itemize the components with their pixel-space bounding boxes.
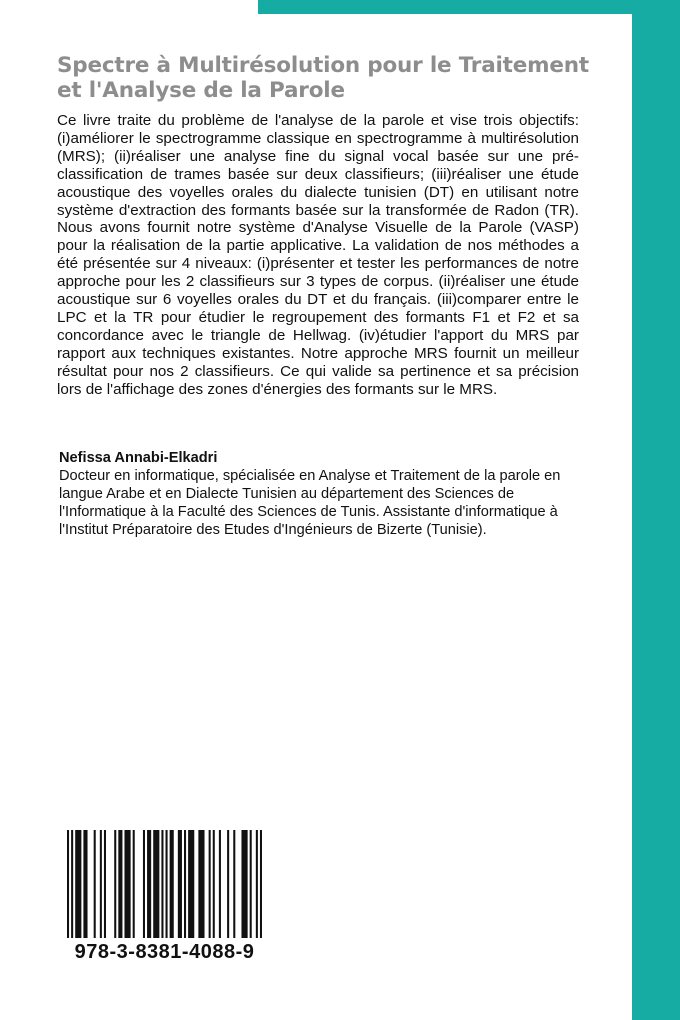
- barcode-bar: [143, 830, 145, 938]
- barcode-bar: [241, 830, 247, 938]
- barcode-bar: [227, 830, 229, 938]
- barcode-bar: [250, 830, 252, 938]
- barcode-bar: [118, 830, 122, 938]
- barcode-bar: [188, 830, 194, 938]
- spine-accent-band: [632, 0, 680, 1020]
- barcode-bar: [71, 830, 73, 938]
- barcode-bar: [133, 830, 135, 938]
- barcode: [57, 823, 272, 978]
- barcode-bar: [170, 830, 174, 938]
- barcode-bar: [260, 830, 262, 938]
- barcode-bar: [114, 830, 116, 938]
- author-bio: Docteur en informatique, spécialisée en Analyse et Traitement de la parole en langue Arabe et en Dialecte Tunisien au département des Sciences de l'Informatique à la Faculté des Sciences de Tunis. Assistante d'informatique à l'Institut Préparatoire des Etudes d'Ingénieurs de Bizerte (Tunisie).: [59, 468, 561, 538]
- barcode-bar: [147, 830, 151, 938]
- barcode-bar: [67, 830, 69, 938]
- barcode-bar: [75, 830, 81, 938]
- top-accent-band: [258, 0, 680, 14]
- barcode-bars: [67, 830, 262, 938]
- barcode-bar: [153, 830, 159, 938]
- barcode-bar: [219, 830, 221, 938]
- barcode-bar: [94, 830, 96, 938]
- barcode-bar: [184, 830, 186, 938]
- barcode-bar: [161, 830, 163, 938]
- barcode-bar: [209, 830, 211, 938]
- barcode-bar: [198, 830, 204, 938]
- isbn-number: 978-3-8381-4088-9: [74, 941, 255, 963]
- book-title: Spectre à Multirésolution pour le Traitement et l'Analyse de la Parole: [57, 53, 589, 103]
- barcode-bar: [83, 830, 87, 938]
- barcode-bar: [178, 830, 182, 938]
- barcode-bar: [124, 830, 130, 938]
- barcode-bar: [166, 830, 168, 938]
- barcode-bar: [233, 830, 235, 938]
- barcode-bar: [256, 830, 258, 938]
- author-name: Nefissa Annabi-Elkadri: [59, 450, 218, 466]
- barcode-bar: [100, 830, 102, 938]
- barcode-bar: [213, 830, 215, 938]
- book-summary: Ce livre traite du problème de l'analyse de la parole et vise trois objectifs: (i)améliorer le spectrogramme classique en spectrogramme à multirésolution (MRS); (ii)réaliser une analyse fine du signal vocal basée sur une pré-classification de trames basée sur deux classifieurs; (iii)réaliser une étude acoustique des voyelles orales du dialecte tunisien (DT) en utilisant notre système d'extraction des formants basée sur la transformée de Radon (TR). Nous avons fournit notre système d'Analyse Visuelle de la Parole (VASP) pour la réalisation de la partie applicative. La validation de nos méthodes a été présentée sur 4 niveaux: (i)présenter et tester les performances de notre approche pour les 2 classifieurs sur 3 types de corpus. (ii)réaliser une étude acoustique sur 6 voyelles orales du DT et du français. (iii)comparer entre le LPC et la TR pour étudier le regroupement des formants F1 et F2 et sa concordance avec le triangle de Hellwag. (iv)étudier l'apport du MRS par rapport aux techniques existantes. Notre approche MRS fournit un meilleur résultat pour nos 2 classifieurs. Ce qui valide sa pertinence et sa précision lors de l'affichage des zones d'énergies des formants sur le MRS.: [57, 112, 579, 398]
- barcode-bar: [104, 830, 106, 938]
